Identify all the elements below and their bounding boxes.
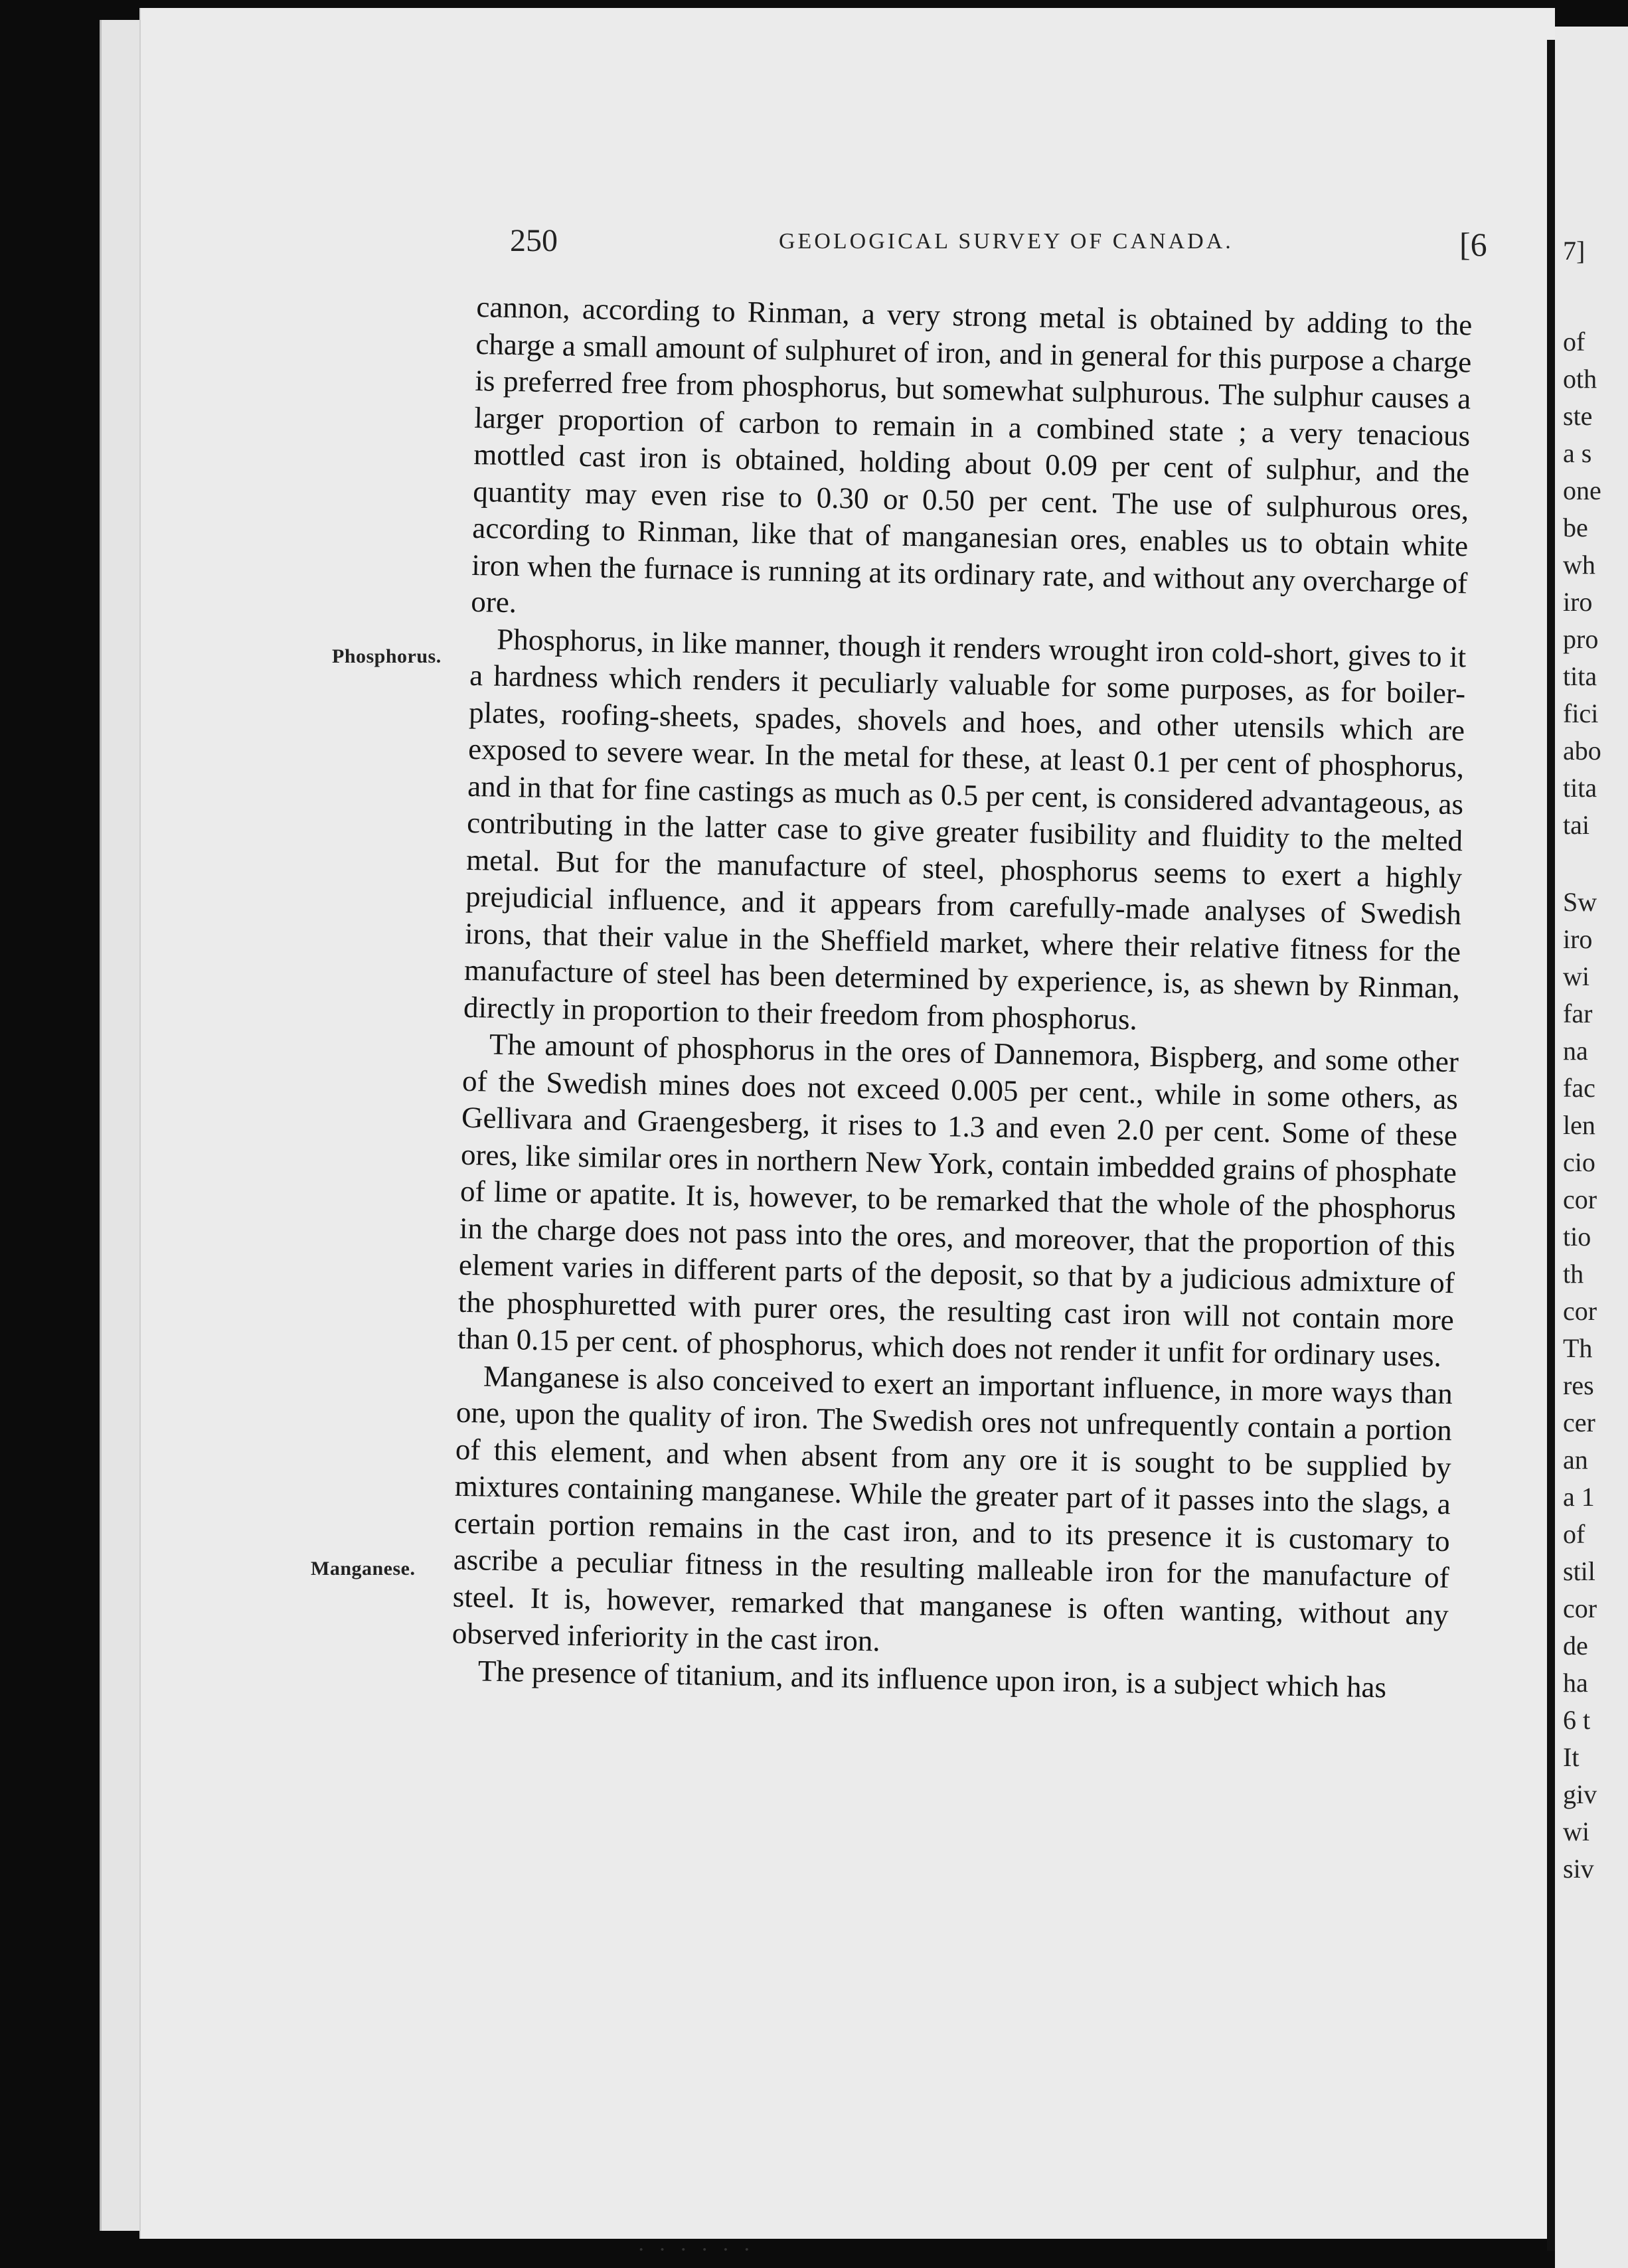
next-page-fragment: stil bbox=[1563, 1556, 1595, 1586]
next-page-fragment: de bbox=[1563, 1631, 1588, 1660]
margin-note-manganese: Manganese. bbox=[311, 1558, 416, 1580]
page-number: 250 bbox=[510, 223, 558, 258]
next-page-fragment: tio bbox=[1563, 1222, 1591, 1252]
next-page-fragment: giv bbox=[1563, 1779, 1597, 1809]
next-page-fragment: pro bbox=[1563, 624, 1599, 654]
next-page-fragment: 6 t bbox=[1563, 1705, 1591, 1735]
footer-marks: · · · · · · bbox=[637, 2237, 755, 2262]
next-page-fragment: tita bbox=[1563, 661, 1597, 691]
next-page-fragment: fac bbox=[1563, 1073, 1595, 1103]
next-page-fragment: len bbox=[1563, 1110, 1595, 1140]
next-page-fragment: res bbox=[1563, 1370, 1594, 1400]
section-mark: [6 bbox=[1459, 226, 1487, 263]
next-page-fragment: Th bbox=[1563, 1333, 1593, 1363]
next-page-fragment: th bbox=[1563, 1259, 1584, 1289]
next-page-fragment: an bbox=[1563, 1445, 1588, 1475]
paragraph-manganese: Manganese is also conceived to exert an important influence, in more ways than one, upon the quality of iron. The Swedish ores not unfrequently contain a portion of this element, and when absent from any ore it is sought to be supplied by mixtures containing manganese. While the greater part of it passes into the slags, a certain portion remains in the cast iron, and to its presence it is customary to ascribe a peculiar fitness in the resulting malleable iron for the manufacture of steel. It is, however, remarked that manganese is often wanting, without any observed inferiority in the cast iron. bbox=[451, 1358, 1453, 1658]
next-page-fragment: tita bbox=[1563, 773, 1597, 803]
page-header bbox=[510, 222, 1506, 262]
next-page-fragment: wi bbox=[1563, 1817, 1589, 1846]
next-page-fragment: be bbox=[1563, 513, 1588, 542]
paragraph-sulphur: cannon, according to Rinman, a very strong metal is obtained by adding to the charge a small amount of sulphuret of iron, and in general for this purpose a charge is preferred free from phosphorus, but somewhat sulphurous. The sulphur causes a larger proportion of carbon to remain in a combined state ; a very tenacious mottled cast iron is obtained, holding about 0.09 per cent of sulphur, and the quantity may even rise to 0.30 or 0.50 per cent. The use of sulphurous ores, according to Rinman, like that of manganesian ores, enables us to obtain white iron when the furnace is running at its ordinary rate, and without any overcharge of ore. bbox=[470, 289, 1473, 619]
next-page-fragment: ste bbox=[1563, 401, 1593, 431]
next-page-fragment: na bbox=[1563, 1036, 1588, 1066]
paragraph-phosphorus: Phosphorus, in like manner, though it renders wrought iron cold-short, gives to it a hardness which renders it peculiarly valuable for some purposes, as for boiler-plates, roofing-sheets, spades, shovels and hoes, and other utensils which are exposed to severe wear. In the metal for these, at least 0.1 per cent of phosphorus, and in that for fine castings as much as 0.5 per cent, is considered advantageous, as contributing in the latter case to give greater fusibility and fluidity to the melted metal. But for the manufacture of steel, phosphorus seems to exert a highly prejudicial influence, and it appears from carefully-made analyses of Swedish irons, that their value in the Sheffield market, where their relative fitness for the manufacture of steel has been determined by experience, is, as shewn by Rinman, directly in proportion to their freedom from phosphorus. bbox=[463, 622, 1467, 1036]
paragraph-phosphorus-ores: The amount of phosphorus in the ores of Dannemora, Bispberg, and some other of the Swedish mines does not exceed 0.005 per cent., while in some others, as Gellivara and Graengesberg, it rises to 1.3 and even 2.0 per cent. Some of these ores, like similar ores in northern New York, contain imbedded grains of phosphate of lime or apatite. It is, however, to be remarked that the whole of the phosphorus in the charge does not pass into the ores, and moreover, that the proportion of this element varies in different parts of the deposit, so that by a judicious admixture of the phosphuretted with purer ores, the resulting cast iron will not contain more than 0.15 per cent. of phosphorus, which does not render it unfit for ordinary uses. bbox=[457, 1027, 1459, 1373]
next-page-fragment: cer bbox=[1563, 1408, 1595, 1437]
body-text bbox=[451, 289, 1472, 1707]
next-page-fragment: ha bbox=[1563, 1668, 1588, 1698]
next-page-fragment: tai bbox=[1563, 810, 1589, 840]
next-page-fragment: fici bbox=[1563, 698, 1599, 728]
next-page-fragment: iro bbox=[1563, 587, 1593, 617]
next-page-fragment: iro bbox=[1563, 924, 1593, 954]
next-page-fragment: cor bbox=[1563, 1184, 1597, 1214]
next-page-header-fragment: 7] bbox=[1563, 236, 1586, 266]
next-page-fragment: of bbox=[1563, 327, 1586, 357]
next-page-fragment: cio bbox=[1563, 1147, 1595, 1177]
next-page-fragment: a 1 bbox=[1563, 1482, 1595, 1512]
next-page-fragment: Sw bbox=[1563, 887, 1597, 917]
next-page-fragment: cor bbox=[1563, 1296, 1597, 1326]
next-page-fragment: one bbox=[1563, 475, 1601, 505]
book-spine bbox=[1547, 40, 1555, 2251]
next-page-fragment: cor bbox=[1563, 1593, 1597, 1623]
next-page-fragment: a s bbox=[1563, 438, 1592, 468]
margin-note-phosphorus: Phosphorus. bbox=[332, 645, 442, 667]
next-page-fragment: far bbox=[1563, 999, 1593, 1028]
next-page-fragment: of bbox=[1563, 1519, 1586, 1549]
paragraph-titanium: The presence of titanium, and its influence upon iron, is a subject which has bbox=[477, 1653, 1387, 1704]
next-page-fragment: wh bbox=[1563, 550, 1595, 580]
next-page-fragment: oth bbox=[1563, 364, 1597, 394]
next-page-fragment: It bbox=[1563, 1742, 1580, 1772]
next-page-fragment: siv bbox=[1563, 1854, 1594, 1884]
next-page-edge bbox=[1555, 27, 1628, 2268]
next-page-fragment: wi bbox=[1563, 961, 1589, 991]
running-head: GEOLOGICAL SURVEY OF CANADA. bbox=[779, 229, 1234, 254]
next-page-fragment: abo bbox=[1563, 736, 1601, 766]
